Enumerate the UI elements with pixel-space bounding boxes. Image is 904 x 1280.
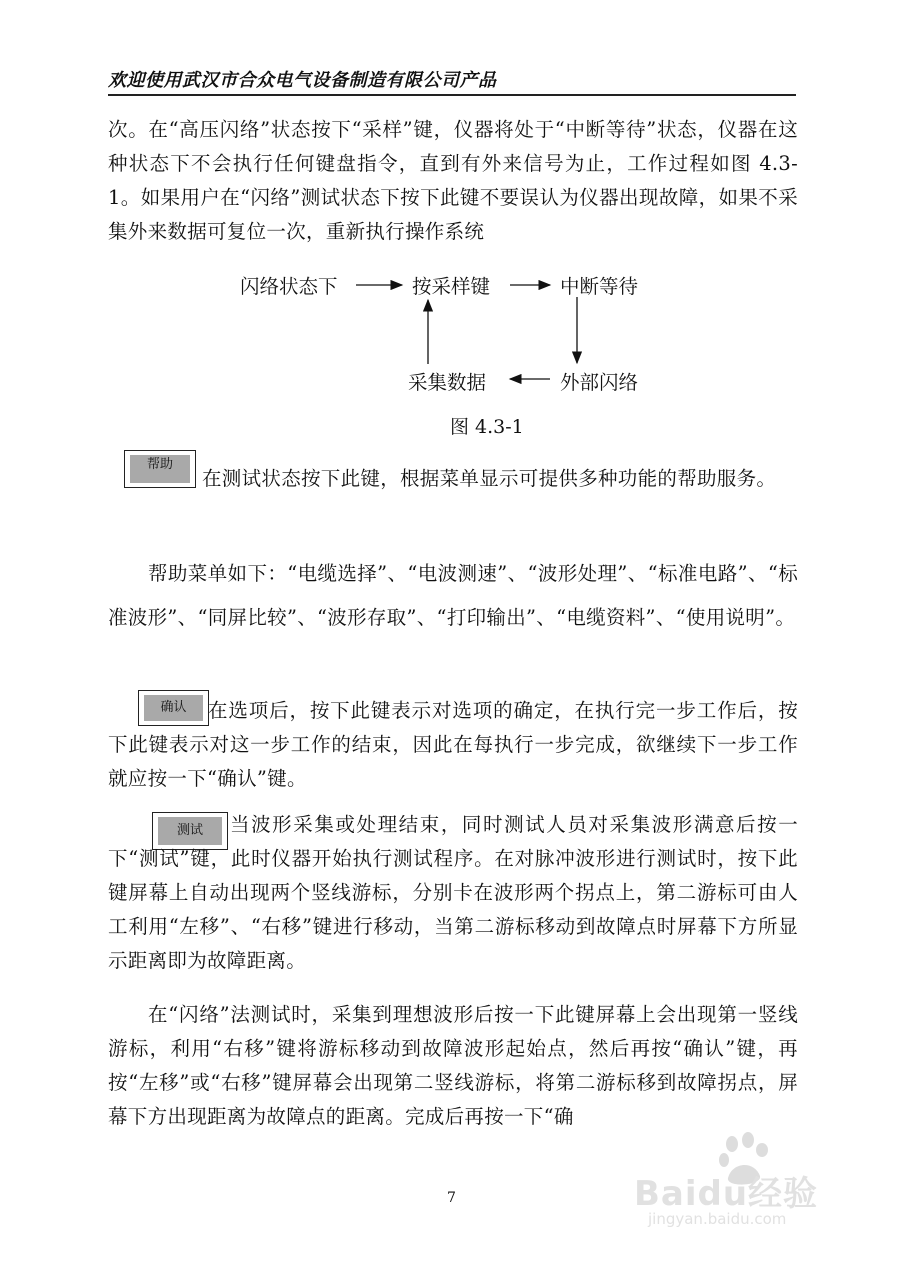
help-key-label: 帮助 (130, 455, 190, 483)
paragraph-sampling-key: 次。在“高压闪络”状态按下“采样”键，仪器将处于“中断等待”状态，仪器在这种状态下不会执行任何键盘指令，直到有外来信号为止，工作过程如图 4.3-1。如果用户在“闪络”测试状态下按下此键不要误认为仪器出现故障，如果不采集外来数据可复位一次，重新执行操作系统 (108, 118, 798, 243)
paragraph-flash-test: 在“闪络”法测试时，采集到理想波形后按一下此键屏幕上会出现第一竖线游标，利用“右移”键将游标移动到故障波形起始点，然后再按“确认”键，再按“左移”或“右移”键屏幕会出现第二竖线游标，将第二游标移到故障拐点，屏幕下方出现距离为故障点的距离。完成后再按一下“确 (108, 1003, 798, 1128)
figure-caption: 图 4.3-1 (450, 416, 524, 438)
page-header-title: 欢迎使用武汉市合众电气设备制造有限公司产品 (108, 70, 497, 91)
page-number: 7 (447, 1190, 456, 1206)
watermark-url: jingyan.baidu.com (648, 1210, 787, 1228)
test-key-label: 测试 (158, 817, 222, 845)
diagram-node-external-flash: 外部闪络 (560, 371, 639, 394)
confirm-key-label: 确认 (144, 695, 203, 721)
watermark-brand: Baidu经验 (634, 1174, 819, 1214)
diagram-node-collect-data: 采集数据 (408, 371, 487, 394)
paragraph-test-key: 当波形采集或处理结束，同时测试人员对采集波形满意后按一下“测试”键，此时仪器开始执行测试程序。在对脉冲波形进行测试时，按下此键屏幕上自动出现两个竖线游标，分别卡在波形两个拐点上，第二游标可由人工利用“左移”、“右移”键进行移动，当第二游标移动到故障点时屏幕下方所显示距离即为故障距离。 (108, 813, 798, 972)
diagram-arrows (0, 0, 904, 460)
paragraph-confirm-key: 在选项后，按下此键表示对选项的确定，在执行完一步工作后，按下此键表示对这一步工作的结束，因此在每执行一步完成，欲继续下一步工作就应按一下“确认”键。 (108, 699, 798, 790)
diagram-node-interrupt-wait: 中断等待 (560, 275, 639, 298)
diagram-node-flash-state: 闪络状态下 (240, 275, 338, 298)
paragraph-help-key: 在测试状态按下此键，根据菜单显示可提供多种功能的帮助服务。 (202, 467, 777, 490)
paragraph-help-menu: 帮助菜单如下：“电缆选择”、“电波测速”、“波形处理”、“标准电路”、“标准波形”、“同屏比较”、“波形存取”、“打印输出”、“电缆资料”、“使用说明”。 (108, 562, 798, 629)
diagram-node-press-sample: 按采样键 (412, 275, 491, 298)
baidu-watermark (626, 1140, 866, 1230)
